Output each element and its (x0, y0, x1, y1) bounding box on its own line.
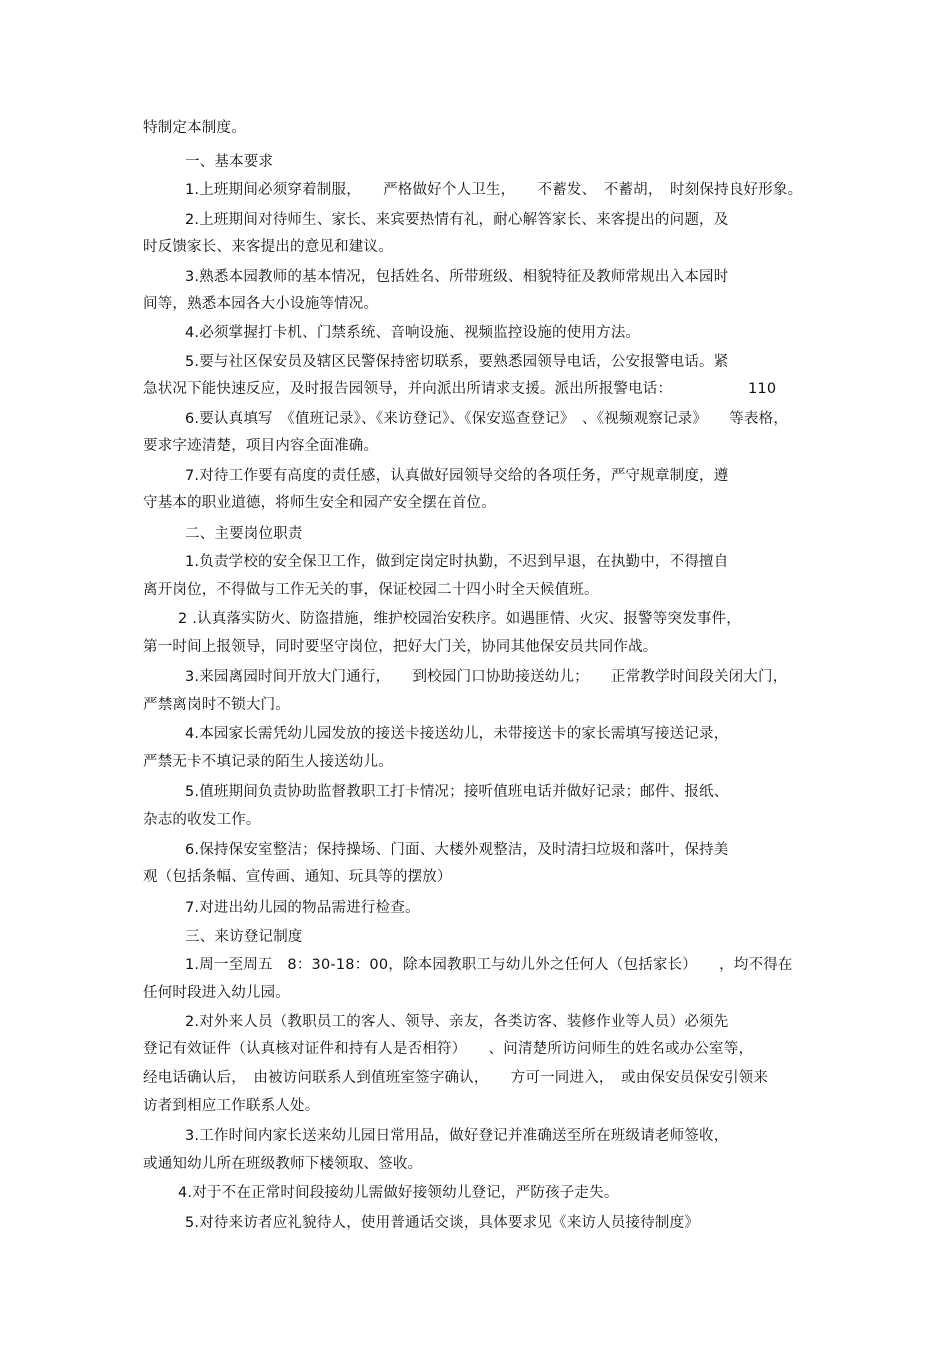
paragraph-line: 2.上班期间对待师生、家长、来宾要热情有礼，耐心解答家长、来客提出的问题，及 (185, 212, 729, 228)
paragraph-line: 经电话确认后， 由被访问联系人到值班室签字确认， 方可一同进入， 或由保安员保安引领来 (143, 1070, 769, 1086)
paragraph-line: 7.对待工作要有高度的责任感，认真做好园领导交给的各项任务，严守规章制度，遵 (185, 468, 729, 484)
paragraph-line: 4.对于不在正常时间段接幼儿需做好接领幼儿登记，严防孩子走失。 (178, 1185, 619, 1201)
paragraph-line: 守基本的职业道德，将师生安全和园产安全摆在首位。 (143, 495, 496, 511)
paragraph-line: 5.要与社区保安员及辖区民警保持密切联系，要熟悉园领导电话，公安报警电话。紧 (185, 354, 729, 370)
paragraph-line: 3.工作时间内家长送来幼儿园日常用品，做好登记并准确送至所在班级请老师签收， (185, 1128, 729, 1144)
intro-line: 特制定本制度。 (143, 120, 246, 136)
paragraph-line: 1.负责学校的安全保卫工作，做到定岗定时执勤，不迟到早退，在执勤中，不得擅自 (185, 554, 729, 570)
paragraph-line: 要求字迹清楚，项目内容全面准确。 (143, 438, 379, 454)
paragraph-line: 严禁离岗时不锁大门。 (143, 697, 290, 713)
section-heading-visitor-registration: 三、来访登记制度 (185, 929, 303, 945)
paragraph-line: 离开岗位，不得做与工作无关的事，保证校园二十四小时全天候值班。 (143, 582, 599, 598)
police-phone-number: 110 (748, 381, 777, 397)
paragraph-line: 观（包括条幅、宣传画、通知、玩具等的摆放） (143, 869, 452, 885)
paragraph-line: 或通知幼儿所在班级教师下楼领取、签收。 (143, 1156, 423, 1172)
paragraph-line: 杂志的收发工作。 (143, 812, 261, 828)
paragraph-line: 严禁无卡不填记录的陌生人接送幼儿。 (143, 754, 393, 770)
paragraph-line: 4.必须掌握打卡机、门禁系统、音响设施、视频监控设施的使用方法。 (185, 325, 641, 341)
paragraph-line: 登记有效证件（认真核对证件和持有人是否相符） 、问清楚所访问师生的姓名或办公室等， (143, 1041, 754, 1057)
paragraph-line: 1.周一至周五 8：30-18：00，除本园教职工与幼儿外之任何人（包括家长） ，均不得在 (185, 957, 793, 973)
paragraph-line: 时反馈家长、来客提出的意见和建议。 (143, 239, 393, 255)
section-heading-basic-requirements: 一、基本要求 (185, 154, 274, 170)
paragraph-line: 3.熟悉本园教师的基本情况，包括姓名、所带班级、相貌特征及教师常规出入本园时 (185, 269, 729, 285)
paragraph-line: 1.上班期间必须穿着制服， 严格做好个人卫生， 不蓄发、 不蓄胡， 时刻保持良好形象。 (185, 182, 803, 198)
paragraph-line: 急状况下能快速反应，及时报告园领导，并向派出所请求支援。派出所报警电话： (143, 381, 673, 397)
section-heading-main-duties: 二、主要岗位职责 (185, 526, 303, 542)
paragraph-line: 5.对待来访者应礼貌待人，使用普通话交谈，具体要求见《来访人员接待制度》 (185, 1215, 700, 1231)
paragraph-line: 4.本园家长需凭幼儿园发放的接送卡接送幼儿，未带接送卡的家长需填写接送记录， (185, 726, 729, 742)
paragraph-line: 6.要认真填写 《值班记录》、《来访登记》、《保安巡查登记》 、《视频观察记录》 等表格， (185, 411, 789, 427)
paragraph-line: 任何时段进入幼儿园。 (143, 985, 290, 1001)
paragraph-line: 5.值班期间负责协助监督教职工打卡情况；接听值班电话并做好记录；邮件、报纸、 (185, 784, 729, 800)
paragraph-line: 2 .认真落实防火、防盗措施，维护校园治安秩序。如遇匪情、火灾、报警等突发事件， (178, 611, 741, 627)
paragraph-line: 访者到相应工作联系人处。 (143, 1098, 320, 1114)
paragraph-line: 3.来园离园时间开放大门通行， 到校园门口协助接送幼儿； 正常教学时间段关闭大门， (185, 669, 788, 685)
paragraph-line: 6.保持保安室整洁；保持操场、门面、大楼外观整洁，及时清扫垃圾和落叶，保持美 (185, 842, 729, 858)
paragraph-line: 第一时间上报领导，同时要坚守岗位，把好大门关，协同其他保安员共同作战。 (143, 639, 658, 655)
paragraph-line: 间等，熟悉本园各大小设施等情况。 (143, 296, 379, 312)
paragraph-line: 7.对进出幼儿园的物品需进行检查。 (185, 900, 420, 916)
paragraph-line: 2.对外来人员（教职员工的客人、领导、亲友，各类访客、装修作业等人员）必须先 (185, 1014, 729, 1030)
